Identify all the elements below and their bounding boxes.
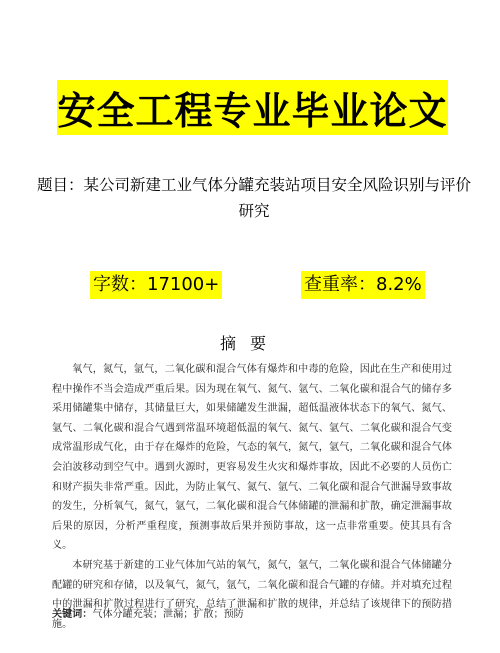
abstract-heading: 摘要 bbox=[219, 334, 280, 353]
thesis-title: 安全工程专业毕业论文 bbox=[57, 89, 448, 133]
keywords-label: 关键词： bbox=[52, 609, 93, 620]
keywords-line bbox=[52, 607, 452, 623]
duplicate-rate-badge: 查重率：8.2% bbox=[301, 271, 425, 299]
abstract-paragraph: 本研究基于新建的工业气体加气站的氧气，氮气，氩气，二氧化碳和混合气体储罐分配罐的研究和存储，以及氧气，氮气，氩气，二氧化碳和混合气罐的存储。并对填充过程中的泄漏和扩散过程进行了研究，总结了泄漏和扩散的规律，并总结了该规律下的预防措施。 bbox=[52, 559, 452, 630]
abstract-body bbox=[52, 360, 452, 634]
keywords-value: 气体分罐充装；泄漏；扩散；预防 bbox=[92, 609, 244, 620]
abstract-paragraph: 氧气，氮气，氩气，二氧化碳和混合气体有爆炸和中毒的危险，因此在生产和使用过程中操作不当会造成严重后果。因为现在氧气、氮气、氩气、二氧化碳和混合气的储存多采用储罐集中储存，其储量巨大，如果储罐发生泄漏，超低温液体状态下的氧气、氮气、氩气、二氧化碳和混合气遇到常温环境超低温的氧气、氮气、氩气、二氧化碳和混合气变成常温形成气化，由于存在爆炸的危险，气态的氧气，氮气，氩气，二氧化碳和混合气体会泊波移动到空气中。遇到火源时，更容易发生火灾和爆炸事故，因此不必要的人员伤亡和财产损失非常严重。因此，为防止氧气、氮气、氩气、二氧化碳和混合气泄漏导致事故的发生，分析氧气，氮气，氩气，二氧化碳和混合气体储罐的泄漏和扩散，确定泄漏事故后果的原因，分析严重程度，预测事故后果并预防事故，这一点非常重要。使其具有含义。 bbox=[52, 364, 452, 552]
thesis-title-banner bbox=[57, 80, 448, 135]
word-count-badge: 字数：17100+ bbox=[90, 271, 222, 299]
thesis-subject: 题目：某公司新建工业气体分罐充装站项目安全风险识别与评价研究 bbox=[36, 176, 471, 220]
